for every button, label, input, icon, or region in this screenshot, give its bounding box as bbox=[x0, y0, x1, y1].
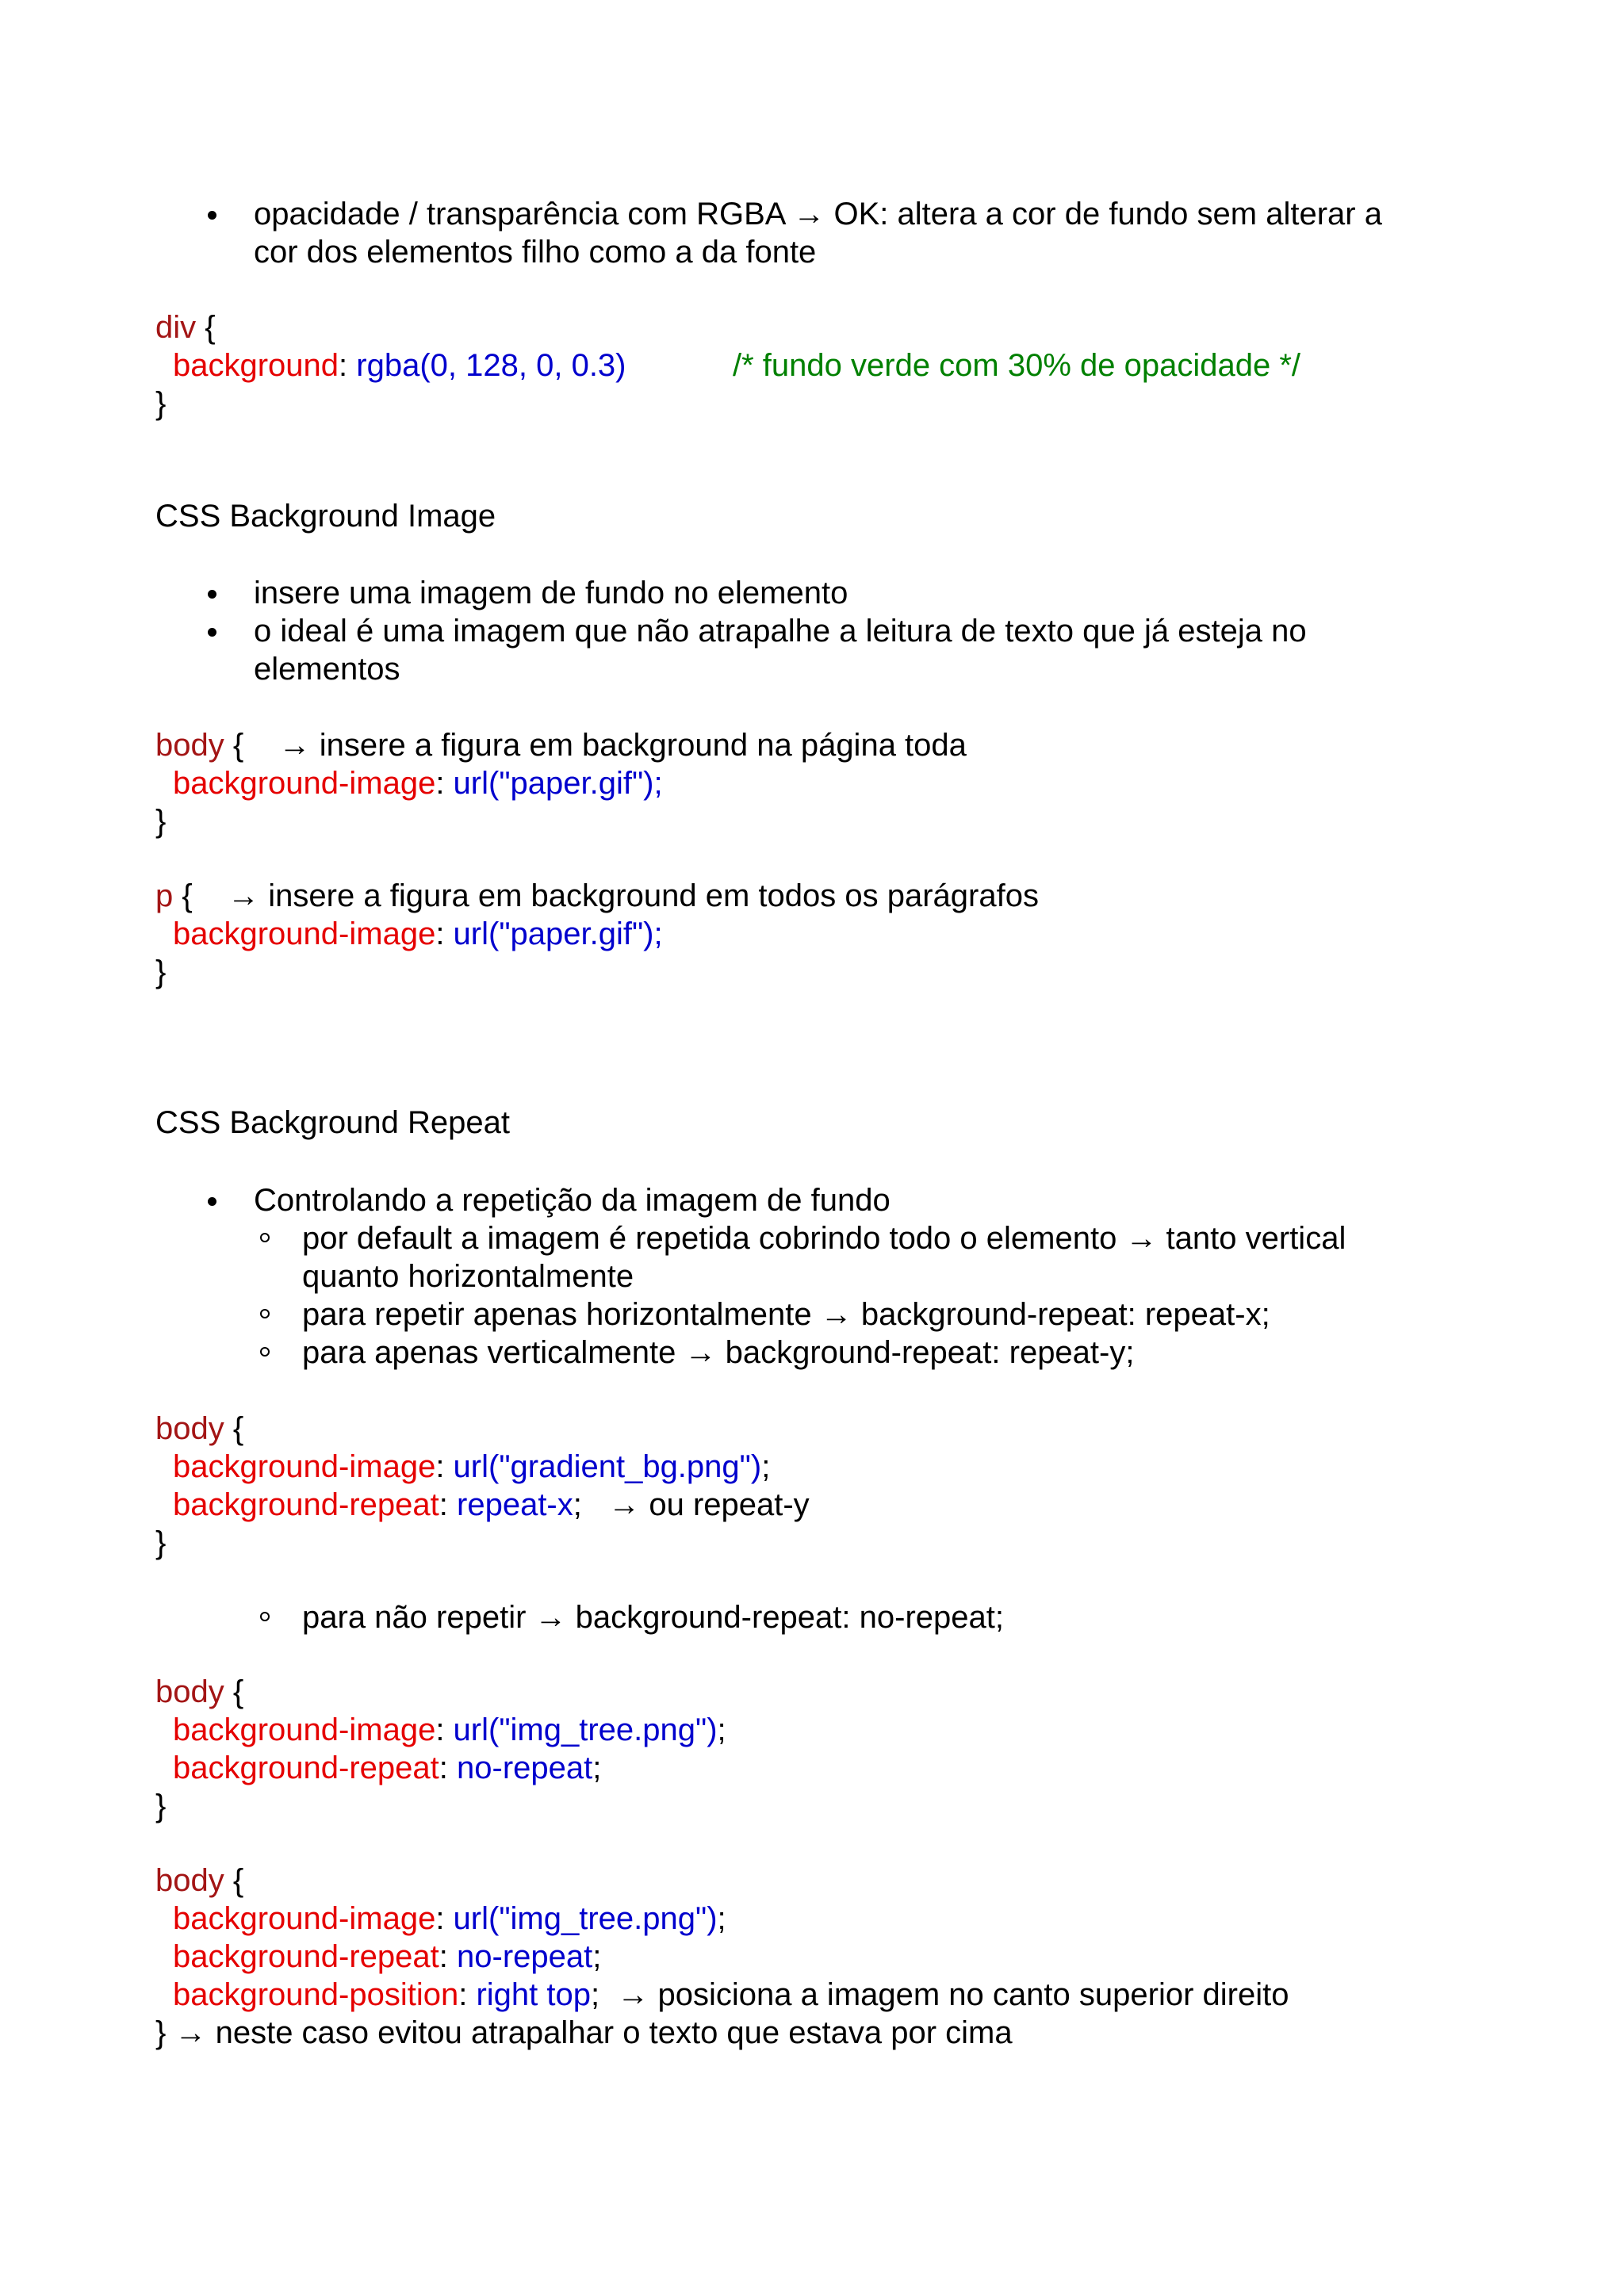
code-semicolon: ; bbox=[653, 916, 663, 951]
code-semicolon: ; bbox=[653, 766, 663, 801]
code-brace: { bbox=[196, 310, 216, 345]
sub-bullet-text: para não repetir → background-repeat: no-repeat; bbox=[302, 1600, 1004, 1635]
code-line bbox=[173, 764, 663, 802]
code-note: ; → posiciona a imagem no canto superior direito bbox=[591, 1977, 1289, 2012]
code-line: background-position: right top; → posiciona a imagem no canto superior direito bbox=[173, 1977, 1289, 2012]
bullet-dot-icon bbox=[208, 628, 216, 637]
css-value: url("gradient_bg.png") bbox=[453, 1449, 762, 1484]
code-brace: { bbox=[224, 1674, 244, 1709]
css-value: url("img_tree.png") bbox=[453, 1712, 718, 1747]
css-selector: body bbox=[155, 1674, 224, 1709]
code-note: { → insere a figura em background em todos os parágrafos bbox=[173, 878, 1039, 913]
css-value: rgba(0, 128, 0, 0.3) bbox=[356, 348, 626, 383]
code-brace: { bbox=[224, 1411, 244, 1446]
code-line bbox=[155, 802, 166, 840]
code-line bbox=[155, 1862, 243, 1900]
code-note: ; → ou repeat-y bbox=[573, 1487, 810, 1522]
code-line bbox=[155, 1787, 166, 1825]
css-value: url("img_tree.png") bbox=[453, 1901, 718, 1936]
section-heading: CSS Background Image bbox=[155, 499, 496, 534]
css-property: background-repeat bbox=[173, 1487, 439, 1522]
code-brace-note: } → neste caso evitou atrapalhar o texto que estava por cima bbox=[155, 2015, 1013, 2050]
css-comment: /* fundo verde com 30% de opacidade */ bbox=[733, 348, 1301, 383]
code-brace: } bbox=[155, 1525, 167, 1560]
css-property: background-image bbox=[173, 766, 436, 801]
css-property: background-image bbox=[173, 1712, 436, 1747]
bullet-dot-icon bbox=[208, 590, 216, 599]
code-colon: : bbox=[435, 766, 454, 801]
code-line bbox=[155, 385, 166, 423]
css-property: background-repeat bbox=[173, 1751, 439, 1785]
css-selector: div bbox=[155, 310, 197, 345]
bullet-dot-icon bbox=[208, 1197, 216, 1206]
code-line bbox=[155, 953, 166, 991]
css-value: url("paper.gif") bbox=[453, 916, 654, 951]
css-property: background-image bbox=[173, 916, 436, 951]
css-value: right top bbox=[476, 1977, 591, 2012]
code-brace: } bbox=[155, 386, 167, 421]
code-brace: } bbox=[155, 955, 167, 989]
section-heading: CSS Background Repeat bbox=[155, 1105, 510, 1140]
sub-bullet-text: para repetir apenas horizontalmente → background-repeat: repeat-x; bbox=[302, 1297, 1270, 1332]
css-selector: body bbox=[155, 728, 224, 763]
sub-bullet-text: quanto horizontalmente bbox=[302, 1259, 634, 1294]
bullet-text: o ideal é uma imagem que não atrapalhe a leitura de texto que já esteja no bbox=[254, 614, 1307, 649]
bullet-text: opacidade / transparência com RGBA → OK: altera a cor de fundo sem alterar a bbox=[254, 197, 1382, 232]
css-value: repeat-x bbox=[457, 1487, 573, 1522]
code-line bbox=[155, 1524, 166, 1562]
sub-bullet-text: para apenas verticalmente → background-repeat: repeat-y; bbox=[302, 1335, 1135, 1370]
css-selector: body bbox=[155, 1411, 224, 1446]
code-line bbox=[173, 915, 663, 953]
code-brace: } bbox=[155, 1789, 167, 1823]
bullet-text: insere uma imagem de fundo no elemento bbox=[254, 576, 848, 610]
css-property: background-image bbox=[173, 1449, 436, 1484]
css-selector: body bbox=[155, 1863, 224, 1898]
code-line bbox=[155, 726, 967, 764]
code-line: background-image: url("gradient_bg.png"); bbox=[173, 1449, 771, 1484]
css-value: url("paper.gif") bbox=[453, 766, 654, 801]
code-line: background-image: url("img_tree.png"); bbox=[173, 1712, 726, 1747]
css-value: no-repeat bbox=[457, 1939, 593, 1974]
sub-bullet-text: por default a imagem é repetida cobrindo todo o elemento → tanto vertical bbox=[302, 1221, 1346, 1256]
code-line: background-repeat: no-repeat; bbox=[173, 1751, 602, 1785]
code-line bbox=[155, 2014, 1013, 2052]
bullet-dot-icon bbox=[208, 211, 216, 220]
code-line bbox=[155, 877, 1039, 915]
css-property: background bbox=[173, 348, 339, 383]
code-line: background-image: url("img_tree.png"); bbox=[173, 1901, 726, 1936]
css-value: no-repeat bbox=[457, 1751, 593, 1785]
code-brace: { bbox=[224, 1863, 244, 1898]
bullet-text: cor dos elementos filho como a da fonte bbox=[254, 235, 817, 270]
code-line bbox=[155, 308, 216, 346]
css-property: background-image bbox=[173, 1901, 436, 1936]
bullet-text: Controlando a repetição da imagem de fundo bbox=[254, 1183, 891, 1218]
css-property: background-position bbox=[173, 1977, 459, 2012]
code-colon: : bbox=[435, 916, 454, 951]
code-line bbox=[155, 1673, 243, 1711]
code-brace: } bbox=[155, 804, 167, 839]
code-note: { → insere a figura em background na página toda bbox=[224, 728, 967, 763]
code-line: background-repeat: repeat-x; → ou repeat-y bbox=[173, 1487, 810, 1522]
circle-bullet-icon bbox=[260, 1347, 270, 1357]
circle-bullet-icon bbox=[260, 1233, 270, 1242]
bullet-text: elementos bbox=[254, 652, 400, 687]
circle-bullet-icon bbox=[260, 1612, 270, 1621]
css-selector: p bbox=[155, 878, 174, 913]
code-line bbox=[155, 1410, 243, 1448]
css-property: background-repeat bbox=[173, 1939, 439, 1974]
code-line: background-repeat: no-repeat; bbox=[173, 1939, 602, 1974]
circle-bullet-icon bbox=[260, 1309, 270, 1318]
code-colon: : bbox=[339, 348, 357, 383]
